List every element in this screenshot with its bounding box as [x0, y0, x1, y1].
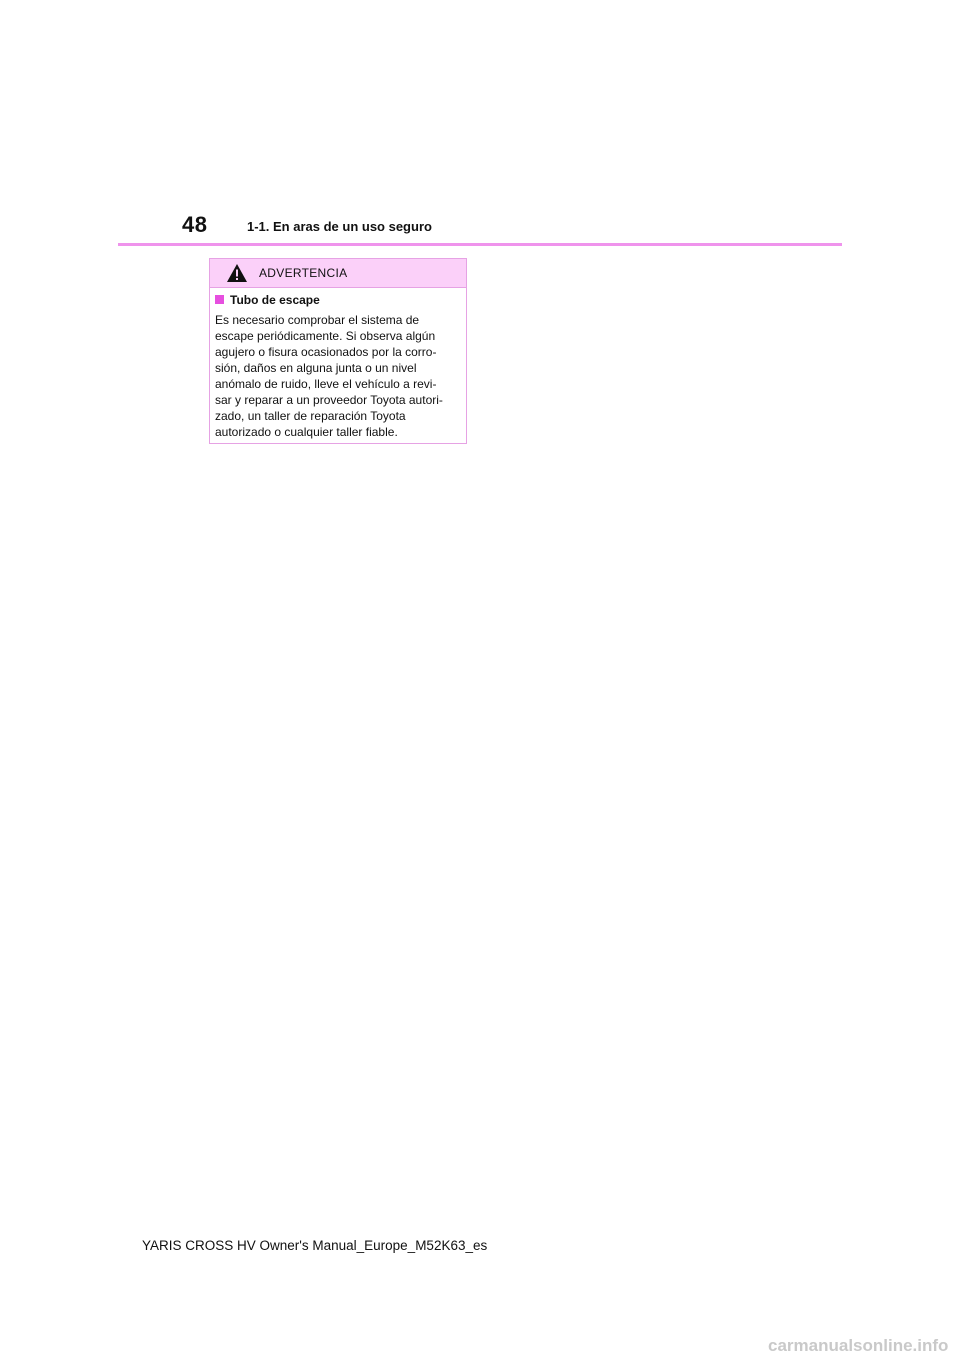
section-title: 1-1. En aras de un uso seguro [247, 219, 432, 234]
warning-label: ADVERTENCIA [259, 266, 348, 280]
warning-box [209, 258, 467, 444]
warning-header [210, 259, 466, 288]
item-heading [215, 292, 461, 307]
item-heading-text: Tubo de escape [230, 292, 320, 307]
page-number: 48 [182, 212, 208, 237]
warning-triangle-icon [226, 263, 248, 283]
watermark: carmanualsonline.info [768, 1336, 949, 1355]
header-divider [118, 243, 842, 246]
warning-body [210, 288, 466, 440]
footer-manual-id: YARIS CROSS HV Owner's Manual_Europe_M52K63_es [142, 1238, 488, 1253]
square-bullet-icon [215, 295, 224, 304]
item-paragraph: Es necesario comprobar el sistema de escape periódicamente. Si observa algún agujero o fisura ocasionados por la corro- sión, daños en alguna junta o un nivel anómalo de ruido, lleve el vehículo a revi- sar y reparar a un proveedor Toyota autori- zado, un taller de reparación Toyota autorizado o cualquier taller fiable. [215, 313, 443, 439]
